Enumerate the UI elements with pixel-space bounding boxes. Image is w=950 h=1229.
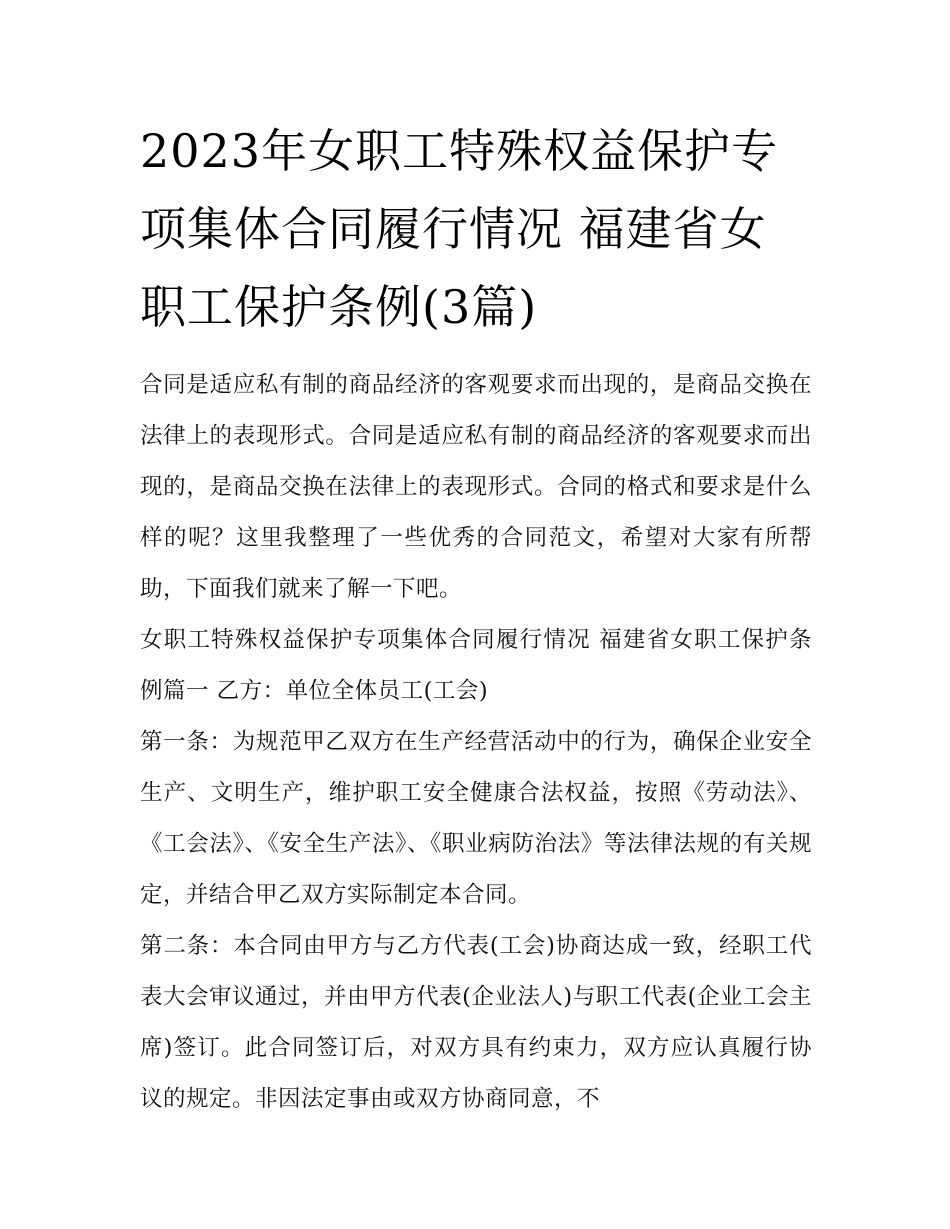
article-two-paragraph: 第二条：本合同由甲方与乙方代表(工会)协商达成一致，经职工代表大会审议通过，并由甲方代表(企业法人)与职工代表(企业工会主席)签订。此合同签订后，对双方具有约束力，双方应认真履行协议的规定。非因法定事由或双方协商同意，不 [140, 933, 812, 1112]
document-body [140, 112, 812, 1125]
document-title: 2023年女职工特殊权益保护专项集体合同履行情况 福建省女职工保护条例(3篇) [140, 124, 779, 334]
section-heading-paragraph: 女职工特殊权益保护专项集体合同履行情况 福建省女职工保护条例篇一 乙方：单位全体员工(工会) [140, 627, 812, 704]
article-one-paragraph: 第一条：为规范甲乙双方在生产经营活动中的行为，确保企业安全生产、文明生产，维护职工安全健康合法权益，按照《劳动法》、《工会法》、《安全生产法》、《职业病防治法》等法律法规的有关规定，并结合甲乙双方实际制定本合同。 [140, 729, 812, 908]
intro-paragraph: 合同是适应私有制的商品经济的客观要求而出现的，是商品交换在法律上的表现形式。合同是适应私有制的商品经济的客观要求而出现的，是商品交换在法律上的表现形式。合同的格式和要求是什么样的呢？这里我整理了一些优秀的合同范文，希望对大家有所帮助，下面我们就来了解一下吧。 [140, 372, 812, 602]
